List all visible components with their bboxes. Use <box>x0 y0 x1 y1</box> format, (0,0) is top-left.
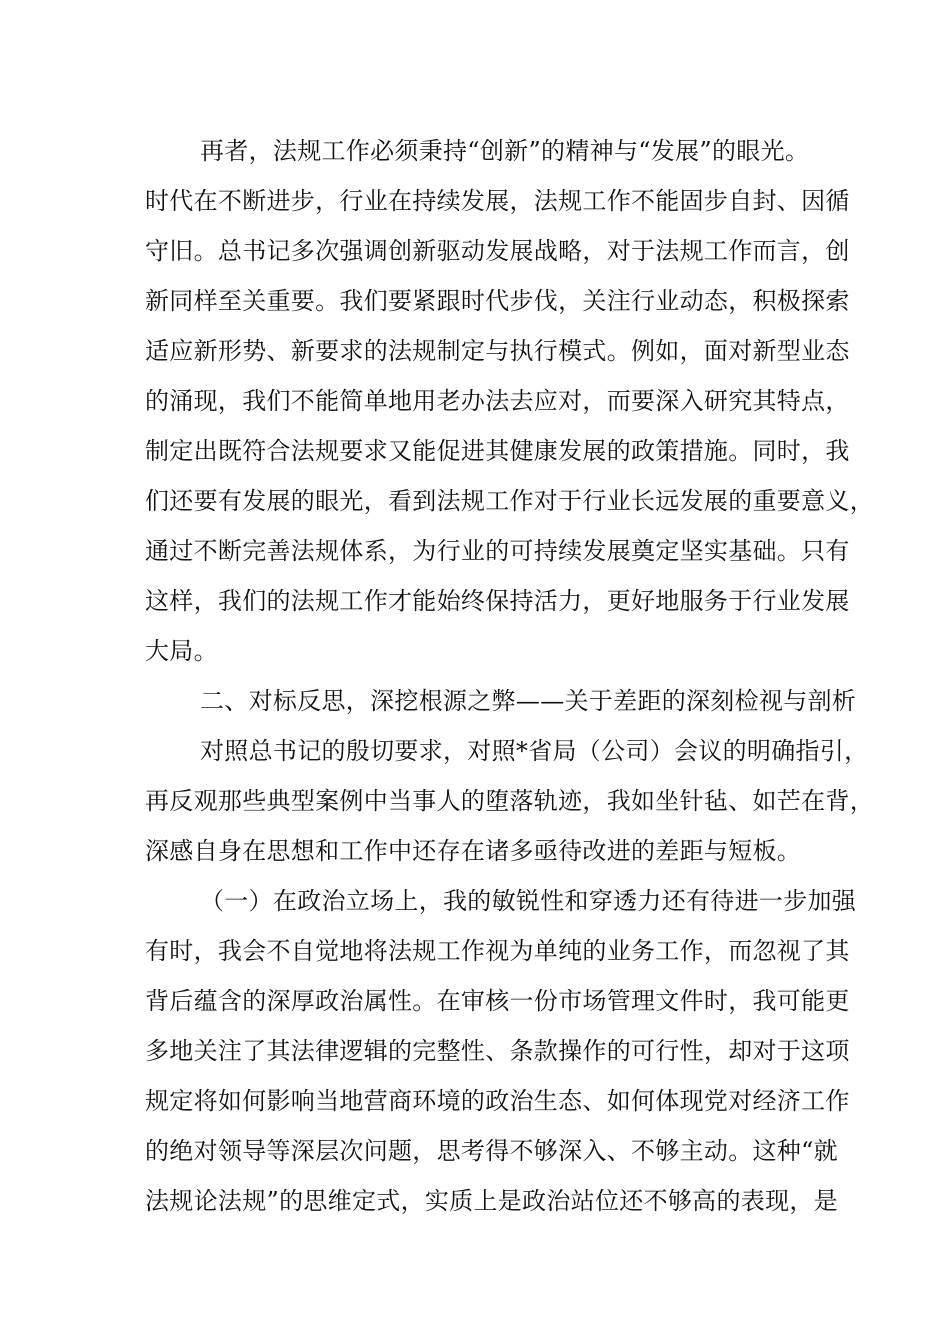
paragraph-line: 通过不断完善法规体系，为行业的可持续发展奠定坚实基础。只有 <box>145 537 850 565</box>
paragraph-line: 适应新形势、新要求的法规制定与执行模式。例如，面对新型业态 <box>145 337 850 365</box>
paragraph-line: 有时，我会不自觉地将法规工作视为单纯的业务工作，而忽视了其 <box>145 937 850 965</box>
paragraph-line: 守旧。总书记多次强调创新驱动发展战略，对于法规工作而言，创 <box>145 237 850 265</box>
paragraph-line: 这样，我们的法规工作才能始终保持活力，更好地服务于行业发展 <box>145 587 850 615</box>
paragraph-line: 们还要有发展的眼光，看到法规工作对于行业长远发展的重要意义， <box>145 487 874 515</box>
paragraph-line: 时代在不断进步，行业在持续发展，法规工作不能固步自封、因循 <box>145 187 850 215</box>
paragraph-line: 大局。 <box>145 637 218 665</box>
paragraph-line: 规定将如何影响当地营商环境的政治生态、如何体现党对经济工作 <box>145 1087 850 1115</box>
paragraph-line: 法规论法规”的思维定式，实质上是政治站位还不够高的表现，是 <box>145 1187 838 1215</box>
subsection-heading: （一）在政治立场上，我的敏锐性和穿透力还有待进一步加强 <box>200 887 857 915</box>
paragraph-line: 新同样至关重要。我们要紧跟时代步伐，关注行业动态，积极探索 <box>145 287 850 315</box>
section-heading: 二、对标反思，深挖根源之弊——关于差距的深刻检视与剖析 <box>200 687 857 715</box>
paragraph-line: 的绝对领导等深层次问题，思考得不够深入、不够主动。这种“就 <box>145 1137 838 1165</box>
paragraph-line: 背后蕴含的深厚政治属性。在审核一份市场管理文件时，我可能更 <box>145 987 850 1015</box>
paragraph-line: 再反观那些典型案例中当事人的堕落轨迹，我如坐针毡、如芒在背， <box>145 787 874 815</box>
paragraph-line: 深感自身在思想和工作中还存在诸多亟待改进的差距与短板。 <box>145 837 802 865</box>
paragraph-line: 对照总书记的殷切要求，对照*省局（公司）会议的明确指引， <box>200 737 869 765</box>
paragraph-line: 多地关注了其法律逻辑的完整性、条款操作的可行性，却对于这项 <box>145 1037 850 1065</box>
paragraph-line: 的涌现，我们不能简单地用老办法去应对，而要深入研究其特点， <box>145 387 850 415</box>
paragraph-line: 制定出既符合法规要求又能促进其健康发展的政策措施。同时，我 <box>145 437 850 465</box>
paragraph-line: 再者，法规工作必须秉持“创新”的精神与“发展”的眼光。 <box>200 137 810 165</box>
